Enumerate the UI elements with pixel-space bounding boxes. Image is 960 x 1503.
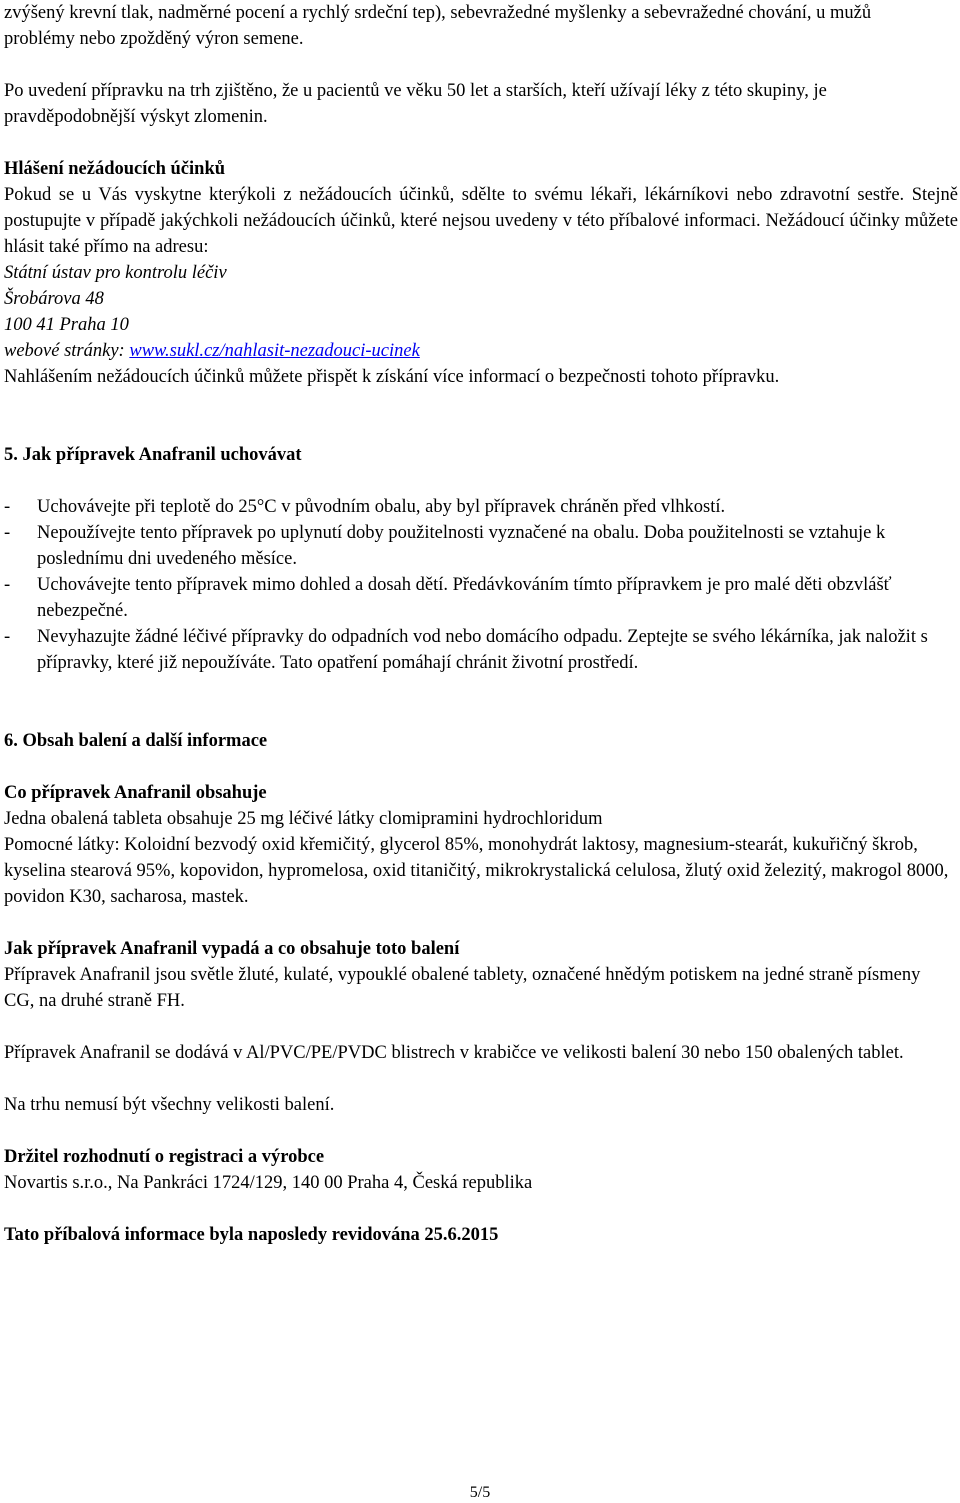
spacer bbox=[4, 1014, 958, 1040]
spacer bbox=[4, 390, 958, 442]
spacer bbox=[4, 910, 958, 936]
spacer bbox=[4, 1066, 958, 1092]
address-line-3: 100 41 Praha 10 bbox=[4, 315, 129, 335]
reporting-text: Pokud se u Vás vyskytne kterýkoli z nežádoucích účinků, sdělte to svému lékaři, lékárníkovi nebo zdravotní sestře. Stejně postupujte v případě jakýchkoli nežádoucích účinků, které nejsou uvedeny v této příbalové informaci. Nežádoucí účinky můžete hlásit také přímo na adresu: bbox=[4, 185, 958, 257]
section-5-heading: 5. Jak přípravek Anafranil uchovávat bbox=[4, 445, 302, 465]
spacer bbox=[4, 468, 958, 494]
looks-text-3: Na trhu nemusí být všechny velikosti balení. bbox=[4, 1095, 335, 1115]
looks-heading: Jak přípravek Anafranil vypadá a co obsahuje toto balení bbox=[4, 939, 460, 959]
address-line-2: Šrobárova 48 bbox=[4, 289, 104, 309]
contains-heading: Co přípravek Anafranil obsahuje bbox=[4, 783, 267, 803]
contains-text-2: Pomocné látky: Koloidní bezvodý oxid křemičitý, glycerol 85%, monohydrát laktosy, magnesium-stearát, kukuřičný škrob, kyselina stearová 95%, kopovidon, hypromelosa, oxid titaničitý, mikrokrystalická celulosa, žlutý oxid železitý, makrogol 8000, povidon K30, sacharosa, mastek. bbox=[4, 835, 949, 907]
intro-paragraph-2: Po uvedení přípravku na trh zjištěno, že u pacientů ve věku 50 let a starších, kteří užívají léky z této skupiny, je pravděpodobnější výskyt zlomenin. bbox=[4, 81, 827, 127]
spacer bbox=[4, 1196, 958, 1222]
spacer bbox=[4, 130, 958, 156]
document-page bbox=[4, 0, 958, 1248]
reporting-closing-text: Nahlášením nežádoucích účinků můžete přispět k získání více informací o bezpečnosti tohoto přípravku. bbox=[4, 367, 780, 387]
website-label: webové stránky: bbox=[4, 341, 130, 361]
spacer bbox=[4, 754, 958, 780]
reporting-heading: Hlášení nežádoucích účinků bbox=[4, 159, 226, 179]
storage-list bbox=[4, 494, 958, 676]
contains-text-1: Jedna obalená tableta obsahuje 25 mg léčivé látky clomipramini hydrochloridum bbox=[4, 809, 603, 829]
page-number: 5/5 bbox=[469, 1484, 491, 1501]
list-item: - Uchovávejte při teplotě do 25°C v původním obalu, aby byl přípravek chráněn před vlhkostí. bbox=[4, 494, 958, 520]
holder-text: Novartis s.r.o., Na Pankráci 1724/129, 140 00 Praha 4, Česká republika bbox=[4, 1173, 533, 1193]
revision-note: Tato příbalová informace byla naposledy revidována 25.6.2015 bbox=[4, 1225, 499, 1245]
holder-heading: Držitel rozhodnutí o registraci a výrobce bbox=[4, 1147, 325, 1167]
section-6-heading: 6. Obsah balení a další informace bbox=[4, 731, 268, 751]
spacer bbox=[4, 676, 958, 728]
spacer bbox=[4, 1118, 958, 1144]
spacer bbox=[4, 52, 958, 78]
page-footer bbox=[0, 1484, 960, 1502]
looks-text-2: Přípravek Anafranil se dodává v Al/PVC/PE/PVDC blistrech v krabičce ve velikosti balení 30 nebo 150 obalených tablet. bbox=[4, 1043, 904, 1063]
address-line-1: Státní ústav pro kontrolu léčiv bbox=[4, 263, 227, 283]
website-line bbox=[4, 338, 958, 364]
looks-text-1: Přípravek Anafranil jsou světle žluté, kulaté, vypouklé obalené tablety, označené hnědým potiskem na jedné straně písmeny CG, na druhé straně FH. bbox=[4, 965, 921, 1011]
list-item: - Nepoužívejte tento přípravek po uplynutí doby použitelnosti vyznačené na obalu. Doba použitelnosti se vztahuje k poslednímu dni uvedeného měsíce. bbox=[4, 520, 958, 572]
list-item: - Nevyhazujte žádné léčivé přípravky do odpadních vod nebo domácího odpadu. Zeptejte se svého lékárníka, jak naložit s přípravky, které již nepoužíváte. Tato opatření pomáhají chránit životní prostředí. bbox=[4, 624, 958, 676]
intro-paragraph-1: zvýšený krevní tlak, nadměrné pocení a rychlý srdeční tep), sebevražedné myšlenky a sebevražedné chování, u mužů problémy nebo zpožděný výron semene. bbox=[4, 3, 872, 49]
list-item: - Uchovávejte tento přípravek mimo dohled a dosah dětí. Předávkováním tímto přípravkem je pro malé děti obzvlášť nebezpečné. bbox=[4, 572, 958, 624]
website-link[interactable]: www.sukl.cz/nahlasit-nezadouci-ucinek bbox=[129, 341, 420, 361]
